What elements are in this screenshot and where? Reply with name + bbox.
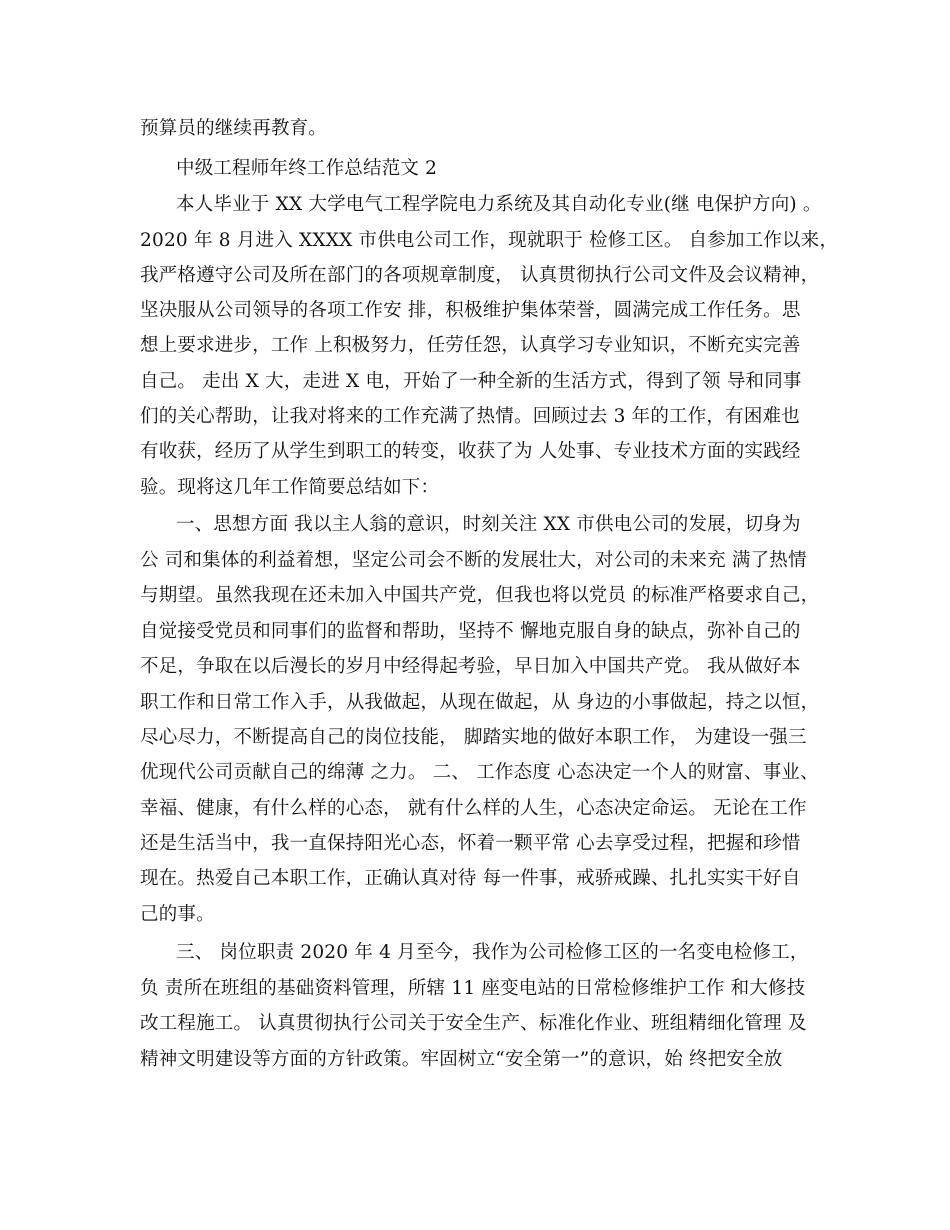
paragraph-line: 改工程施工。 认真贯彻执行公司关于安全生产、标准化作业、班组精细化管理 及 [140, 1013, 807, 1034]
paragraph-line: 自己。 走出 X 大，走进 X 电，开始了一种全新的生活方式，得到了领 导和同事 [140, 371, 802, 392]
paragraph-line: 与期望。虽然我现在还未加入中国共产党，但我也将以党员 的标准严格要求自己， [140, 585, 820, 606]
paragraph-line: 三、 岗位职责 2020 年 4 月至今，我作为公司检修工区的一名变电检修工， [176, 942, 809, 963]
paragraph-line: 尽心尽力，不断提高自己的岗位技能， 脚踏实地的做好本职工作， 为建设一强三 [140, 727, 807, 748]
paragraph-line: 职工作和日常工作入手，从我做起，从现在做起，从 身边的小事做起，持之以恒， [140, 692, 820, 713]
paragraph-line: 负 责所在班组的基础资料管理，所辖 11 座变电站的日常检修维护工作 和大修技 [140, 978, 806, 999]
paragraph-line: 精神文明建设等方面的方针政策。牢固树立“安全第一”的意识，始 终把安全放 [140, 1049, 783, 1070]
section-title: 中级工程师年终工作总结范文 2 [176, 158, 438, 179]
paragraph-line: 公 司和集体的利益着想，坚定公司会不断的发展壮大，对公司的未来充 满了热情 [140, 550, 807, 571]
paragraph-line: 幸福、健康，有什么样的心态， 就有什么样的人生，心态决定命运。 无论在工作 [140, 798, 807, 819]
paragraph-line: 己的事。 [140, 904, 215, 925]
paragraph-line: 不足，争取在以后漫长的岁月中经得起考验，早日加入中国共产党。 我从做好本 [140, 656, 801, 677]
paragraph-line: 2020 年 8 月进入 XXXX 市供电公司工作，现就职于 检修工区。 自参加工作以来， [140, 230, 839, 251]
paragraph-line: 还是生活当中，我一直保持阳光心态，怀着一颗平常 心去享受过程，把握和珍惜 [140, 833, 801, 854]
paragraph-line: 有收获，经历了从学生到职工的转变，收获了为 人处事、专业技术方面的实践经 [140, 441, 801, 462]
paragraph-line: 坚决服从公司领导的各项工作安 排，积极维护集体荣誉，圆满完成工作任务。思 [140, 300, 801, 321]
paragraph-line: 验。现将这几年工作简要总结如下： [140, 477, 440, 498]
paragraph-line: 自觉接受党员和同事们的监督和帮助，坚持不 懈地克服自身的缺点，弥补自己的 [140, 621, 801, 642]
paragraph-line: 一、思想方面 我以主人翁的意识，时刻关注 XX 市供电公司的发展，切身为 [176, 514, 801, 535]
paragraph-line: 本人毕业于 XX 大学电气工程学院电力系统及其自动化专业(继 电保护方向) 。 [176, 194, 822, 215]
paragraph-line: 们的关心帮助，让我对将来的工作充满了热情。回顾过去 3 年的工作，有困难也 [140, 406, 800, 427]
paragraph-line: 预算员的继续再教育。 [140, 118, 328, 139]
paragraph-line: 优现代公司贡献自己的绵薄 之力。 二、 工作态度 心态决定一个人的财富、事业、 [140, 762, 819, 783]
paragraph-line: 现在。热爱自己本职工作，正确认真对待 每一件事，戒骄戒躁、扎扎实实干好自 [140, 868, 801, 889]
paragraph-line: 我严格遵守公司及所在部门的各项规章制度， 认真贯彻执行公司文件及会议精神， [140, 265, 820, 286]
paragraph-line: 想上要求进步，工作 上积极努力，任劳任怨，认真学习专业知识，不断充实完善 [140, 335, 801, 356]
